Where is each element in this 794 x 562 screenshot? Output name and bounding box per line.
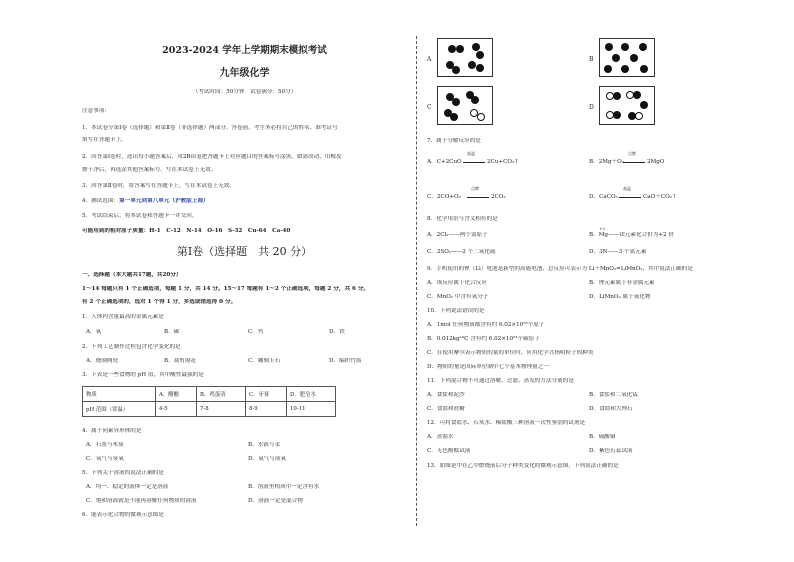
q6-option-b-label[interactable]: B xyxy=(589,56,594,63)
q6-diagram-d[interactable] xyxy=(599,86,655,125)
section-desc: 有 2 个正确选项的，选对 1 个得 1 分，多选或错选得 0 分。 xyxy=(82,299,237,305)
atom-icon xyxy=(640,65,648,73)
q11-option-a[interactable]: A．食盐和泥沙 xyxy=(427,392,465,398)
question-11: 11．下列混合物不可通过溶解、过滤、蒸发的方法分离的是 xyxy=(427,378,574,384)
note-line: 3．回答第Ⅱ卷时，将答案写在答题卡上。写在本试卷上无效。 xyxy=(82,183,235,189)
molecule-icon xyxy=(468,61,476,69)
atom-icon xyxy=(630,54,638,62)
q5-option-c[interactable]: C．饱和溶液就是不能再溶解任何物质的溶液 xyxy=(86,498,197,504)
molecule-icon xyxy=(456,45,464,53)
molecule-icon xyxy=(476,64,484,72)
q6-diagram-b[interactable] xyxy=(599,38,655,77)
q1-option-c[interactable]: C．钙 xyxy=(248,329,264,335)
note-line: 填写在答题卡上。 xyxy=(82,137,127,143)
molecule-icon xyxy=(477,113,485,121)
reaction-arrow-icon xyxy=(467,197,489,198)
table-cell: D．肥皂水 xyxy=(287,387,336,402)
reaction-arrow-icon xyxy=(619,197,641,198)
q4-option-c[interactable]: C．氧气与臭氧 xyxy=(86,456,124,462)
column-divider xyxy=(416,36,417,526)
q7-option-c[interactable]: C．2CO+O₂ xyxy=(427,194,461,200)
q6-option-a-label[interactable]: A xyxy=(427,56,432,63)
table-cell: C．牙膏 xyxy=(246,387,287,402)
molecule-icon xyxy=(613,92,621,100)
q11-option-b[interactable]: B．食盐和二氧化锰 xyxy=(589,392,638,398)
molecule-icon xyxy=(472,43,480,51)
q7-a-condition: 高温 xyxy=(467,151,475,156)
q10-option-d[interactable]: D．物质的量是国际单位制中七个基本物理量之一 xyxy=(427,364,549,370)
q7-d-condition: 高温 xyxy=(623,186,631,191)
molecule-icon xyxy=(476,51,484,59)
table-cell: 7-8 xyxy=(197,402,246,417)
question-1: 1．人体内含量最高的金属元素是 xyxy=(82,314,164,320)
q6-option-c-label[interactable]: C xyxy=(427,104,432,111)
note-line: 1．本试卷分第Ⅰ卷（选择题）和第Ⅱ卷（非选择题）两部分。答卷前，考生务必将自己的姓名、准考证号 xyxy=(82,125,338,131)
q10-option-a[interactable]: A．1mol 任何物质都含有约 6.02×10²³个原子 xyxy=(427,322,545,328)
atom-icon xyxy=(639,43,647,51)
q6-diagram-c[interactable] xyxy=(437,86,493,125)
q7-option-d[interactable]: D．CaCO₃ xyxy=(589,194,618,200)
q7-b-products: 2MgO xyxy=(647,159,665,165)
q4-option-d[interactable]: D．氧气与液氧 xyxy=(248,456,287,462)
q7-a-products: 2Cu+CO₂↑ xyxy=(487,159,519,165)
note-line-scope xyxy=(82,198,209,205)
q8-option-d[interactable]: D．3N——3 个氮元素 xyxy=(589,249,647,255)
question-8: 8．化学用语与含义相符的是 xyxy=(427,216,498,222)
atom-icon xyxy=(605,43,613,51)
q12-option-d[interactable]: D．紫色石蕊试液 xyxy=(589,448,633,454)
q8-option-c[interactable]: C．2SO₂——2 个二氧化硫 xyxy=(427,249,496,255)
q7-option-b[interactable]: B．2Mg＋O₂ xyxy=(589,159,624,165)
note-line: 2．回答第Ⅰ卷时，选出每小题答案后，用2B铅笔把答题卡上对应题目的答案标号涂黑。如需改动，用橡皮 xyxy=(82,154,342,160)
q4-option-b[interactable]: B．水银与汞 xyxy=(248,442,281,448)
table-cell: A．醋酸 xyxy=(156,387,197,402)
q6-option-d-label[interactable]: D xyxy=(589,104,594,111)
exam-info: （考试时间：50分钟 试卷满分：50分） xyxy=(192,89,297,95)
q9-option-a[interactable]: A．该反应属于化合反应 xyxy=(427,280,487,286)
atom-icon xyxy=(604,65,612,73)
question-5: 5．下列关于溶液的说法正确的是 xyxy=(82,470,164,476)
note-line: 5．考试结束后，将本试卷和答题卡一并交回。 xyxy=(82,213,198,219)
q2-option-c[interactable]: C．雕刻玉石 xyxy=(248,358,281,364)
q1-option-d[interactable]: D．铁 xyxy=(329,329,345,335)
q5-option-d[interactable]: D．溶液一定是混合物 xyxy=(248,498,303,504)
table-cell: B．鸡蛋清 xyxy=(197,387,246,402)
molecule-icon xyxy=(452,98,460,106)
atomic-masses xyxy=(82,228,290,235)
q2-option-a[interactable]: A．烧制陶瓷 xyxy=(86,358,119,364)
question-4: 4．属于同素异形体的是 xyxy=(82,428,142,434)
q9-option-d[interactable]: D．LiMnO₂ 属于氧化物 xyxy=(589,294,651,300)
q1-option-a[interactable]: A．氧 xyxy=(86,329,102,335)
reaction-arrow-icon xyxy=(623,162,645,163)
q7-b-condition: 点燃 xyxy=(628,151,636,156)
section-desc: 1～14 每题只有 1 个正确选项，每题 1 分，共 14 分。15～17 每题有 1～2 个正确选项，每题 2 分，共 6 分。 xyxy=(82,286,370,292)
q8-option-b[interactable]: B．Mg——镁元素化合价为+2 价 xyxy=(589,232,674,238)
q2-option-b[interactable]: B．裁剪窗花 xyxy=(164,358,197,364)
question-12: 12．可将食盐水、石灰水、稀盐酸三种溶液一次性鉴别的试剂是 xyxy=(427,420,586,426)
q8-option-a[interactable]: A．2Cl₂——两个氯原子 xyxy=(427,232,488,238)
section-heading: 一、选择题（本大题共17题，共20分） xyxy=(82,272,182,278)
q12-option-c[interactable]: C．无色酚酞试液 xyxy=(427,448,471,454)
table-cell: 4-5 xyxy=(156,402,197,417)
q4-option-a[interactable]: A．石墨与木炭 xyxy=(86,442,124,448)
q9-option-b[interactable]: B．锂元素属于非金属元素 xyxy=(589,280,655,286)
q10-option-b[interactable]: B．0.012kg¹²C 含有约 6.02×10²³个碳原子 xyxy=(427,336,540,342)
question-2: 2．下列工艺制作过程包含化学变化的是 xyxy=(82,344,181,350)
ph-table xyxy=(82,386,336,417)
table-cell: 8-9 xyxy=(246,402,287,417)
q8-valence-sup: +2 xyxy=(599,226,605,231)
section-title: 第Ⅰ卷（选择题 共 20 分） xyxy=(176,245,313,258)
molecule-icon xyxy=(448,45,456,53)
note-line: 擦干净后，再选涂其他答案标号。写在本试卷上无效。 xyxy=(82,167,217,173)
q11-option-d[interactable]: D．食盐和大理石 xyxy=(589,406,633,412)
scope-label: 4．测试范围： xyxy=(82,198,120,204)
atom-icon xyxy=(612,54,620,62)
q6-diagram-a[interactable] xyxy=(437,38,493,77)
q7-d-products: CaO＋CO₂↑ xyxy=(643,194,677,200)
question-7: 7．属于分解反应的是 xyxy=(427,138,481,144)
q5-option-b[interactable]: B．溶液里构成中一定含有水 xyxy=(248,484,320,490)
question-13: 13．如图是甲在乙中燃烧前后分子种类变化的微观示意图，下列说法正确的是 xyxy=(427,463,619,469)
table-cell: 10-11 xyxy=(287,402,336,417)
scope-value: 第一单元到第八单元（沪教版上海） xyxy=(119,198,209,204)
question-3: 3．下表是一些食物的 pH 值，其中酸性最强的是 xyxy=(82,372,204,378)
q7-a-reactants: A．C+2CuO xyxy=(427,159,462,165)
molecule-icon xyxy=(471,96,479,104)
q7-c-condition: 点燃 xyxy=(471,186,479,191)
q12-option-b[interactable]: B．硫酸铜 xyxy=(589,434,616,440)
masses-label: 可能用到的相对原子质量： xyxy=(82,228,150,234)
table-cell: 物质 xyxy=(83,387,156,402)
masses-values: H-1 C-12 N-14 O-16 S-32 Cu-64 Ca-40 xyxy=(149,228,291,234)
q7-option-a[interactable] xyxy=(427,159,462,166)
molecule-icon xyxy=(450,113,458,121)
reaction-arrow-icon xyxy=(463,162,485,163)
question-6: 6．能表示化合物的微观示意图是 xyxy=(82,512,164,518)
q11-option-c[interactable]: C．食盐和蔗糖 xyxy=(427,406,465,412)
q7-c-products: 2CO₂ xyxy=(491,194,506,200)
notes-heading: 注意事项： xyxy=(82,108,110,114)
exam-title: 2023-2024 学年上学期期末模拟考试 xyxy=(162,45,327,56)
molecule-icon xyxy=(640,101,648,109)
molecule-icon xyxy=(633,91,641,99)
q9-option-c[interactable]: C．MnO₂ 中含有氧分子 xyxy=(427,294,489,300)
q12-option-a[interactable]: A．蒸馏水 xyxy=(427,434,454,440)
question-10: 10．下列说法错误的是 xyxy=(427,308,485,314)
q1-option-b[interactable]: B．碳 xyxy=(164,329,180,335)
table-cell: pH 范围（常温） xyxy=(83,402,156,417)
q2-option-d[interactable]: D．编织竹篮 xyxy=(329,358,362,364)
subject-title: 九年级化学 xyxy=(219,68,270,79)
atom-icon xyxy=(621,43,629,51)
table-row xyxy=(83,402,336,417)
atom-icon xyxy=(621,65,629,73)
q10-option-c[interactable]: C．在使用摩尔表示物质的量的单位时，应用化学式指明粒子的种类 xyxy=(427,350,594,356)
table-row xyxy=(83,387,336,402)
q5-option-a[interactable]: A．均一、稳定的液体一定是溶液 xyxy=(86,484,169,490)
molecule-icon xyxy=(452,66,460,74)
question-9: 9．手机使用的锂（Li）电池是新型的高能电池，总反应可表示为 Li＋MnO₂=LiMnO₂，其中说法正确的是 xyxy=(427,266,693,272)
molecule-icon xyxy=(635,112,643,120)
molecule-icon xyxy=(613,111,621,119)
